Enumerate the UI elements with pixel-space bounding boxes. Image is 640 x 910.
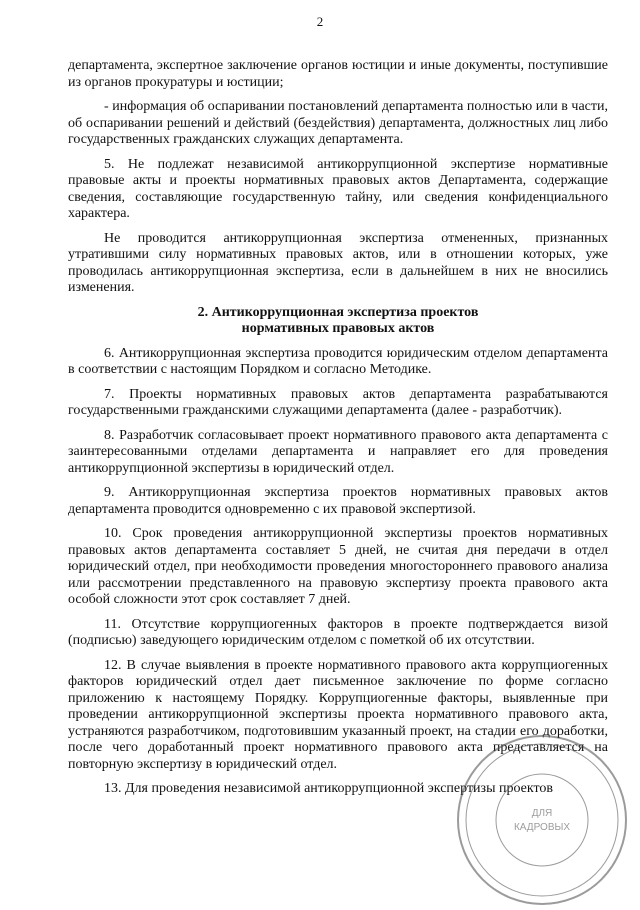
section-heading [68, 305, 608, 338]
paragraph-11: 11. Отсутствие коррупциогенных факторов в проекте подтверждается визой (подписью) заведующего юридическим отделом с пометкой об их отсутствии. [68, 616, 608, 648]
paragraph-continuation: департамента, экспертное заключение органов юстиции и иные документы, поступившие из органов прокуратуры и юстиции; [68, 58, 608, 90]
section-heading-line2: нормативных правовых актов [241, 321, 435, 336]
stamp-text-line2: КАДРОВЫХ [513, 822, 571, 833]
section-heading-line1: 2. Антикоррупционная экспертиза проектов [197, 304, 479, 320]
official-stamp [452, 730, 632, 910]
paragraph-12: 12. В случае выявления в проекте нормативного правового акта коррупциогенных факторов юридический отдел дает письменное заключение по форме согласно приложению к настоящему Порядку. Коррупциогенные факторы, выявленные при проведении антикоррупционной экспертизы проекта нормативного правового акта, устраняются разработчиком, подготовившим указанный проект, на стадии его доработки, после чего доработанный проект нормативного правового акта представляется на повторную экспертизу в юридический отдел. [68, 657, 608, 772]
stamp-text-line1: ДЛЯ [531, 808, 553, 819]
document-body [68, 58, 608, 806]
paragraph-5: 5. Не подлежат независимой антикоррупционной экспертизе нормативные правовые акты и проекты нормативных правовых актов Департамента, содержащие сведения, составляющие государственную тайну, или сведения конфиденциального характера. [68, 156, 608, 221]
paragraph-not-conducted: Не проводится антикоррупционная экспертиза отмененных, признанных утратившими силу нормативных правовых актов, или в отношении которых, уже проводилась антикоррупционная экспертиза, если в дальнейшем в них не вносились изменения. [68, 230, 608, 295]
stamp-seal-icon [458, 736, 626, 904]
paragraph-dispute-info: - информация об оспаривании постановлений департамента полностью или в части, об оспаривании решений и действий (бездействия) департамента, должностных лиц либо государственных гражданских служащих департамента. [68, 99, 608, 147]
paragraph-9: 9. Антикоррупционная экспертиза проектов нормативных правовых актов департамента проводится одновременно с их правовой экспертизой. [68, 485, 608, 517]
paragraph-8: 8. Разработчик согласовывает проект нормативного правового акта департамента с заинтересованными отделами департамента и направляет его для проведения антикоррупционной экспертизы в юридический отдел. [68, 427, 608, 476]
paragraph-10: 10. Срок проведения антикоррупционной экспертизы проектов нормативных правовых актов департамента составляет 5 дней, не считая дня передачи в отдел юридический отдел, при необходимости проведения многостороннего правового анализа или рассмотрении представленного на правовую экспертизу проекта правового акта особой сложности этот срок составляет 7 дней. [68, 526, 608, 607]
page-number: 2 [316, 14, 324, 29]
paragraph-7: 7. Проекты нормативных правовых актов департамента разрабатываются государственными гражданскими служащими департамента (далее - разработчик). [68, 386, 608, 418]
paragraph-6: 6. Антикоррупционная экспертиза проводится юридическим отделом департамента в соответствии с настоящим Порядком и согласно Методике. [68, 345, 608, 377]
paragraph-13: 13. Для проведения независимой антикоррупционной экспертизы проектов [104, 781, 554, 796]
